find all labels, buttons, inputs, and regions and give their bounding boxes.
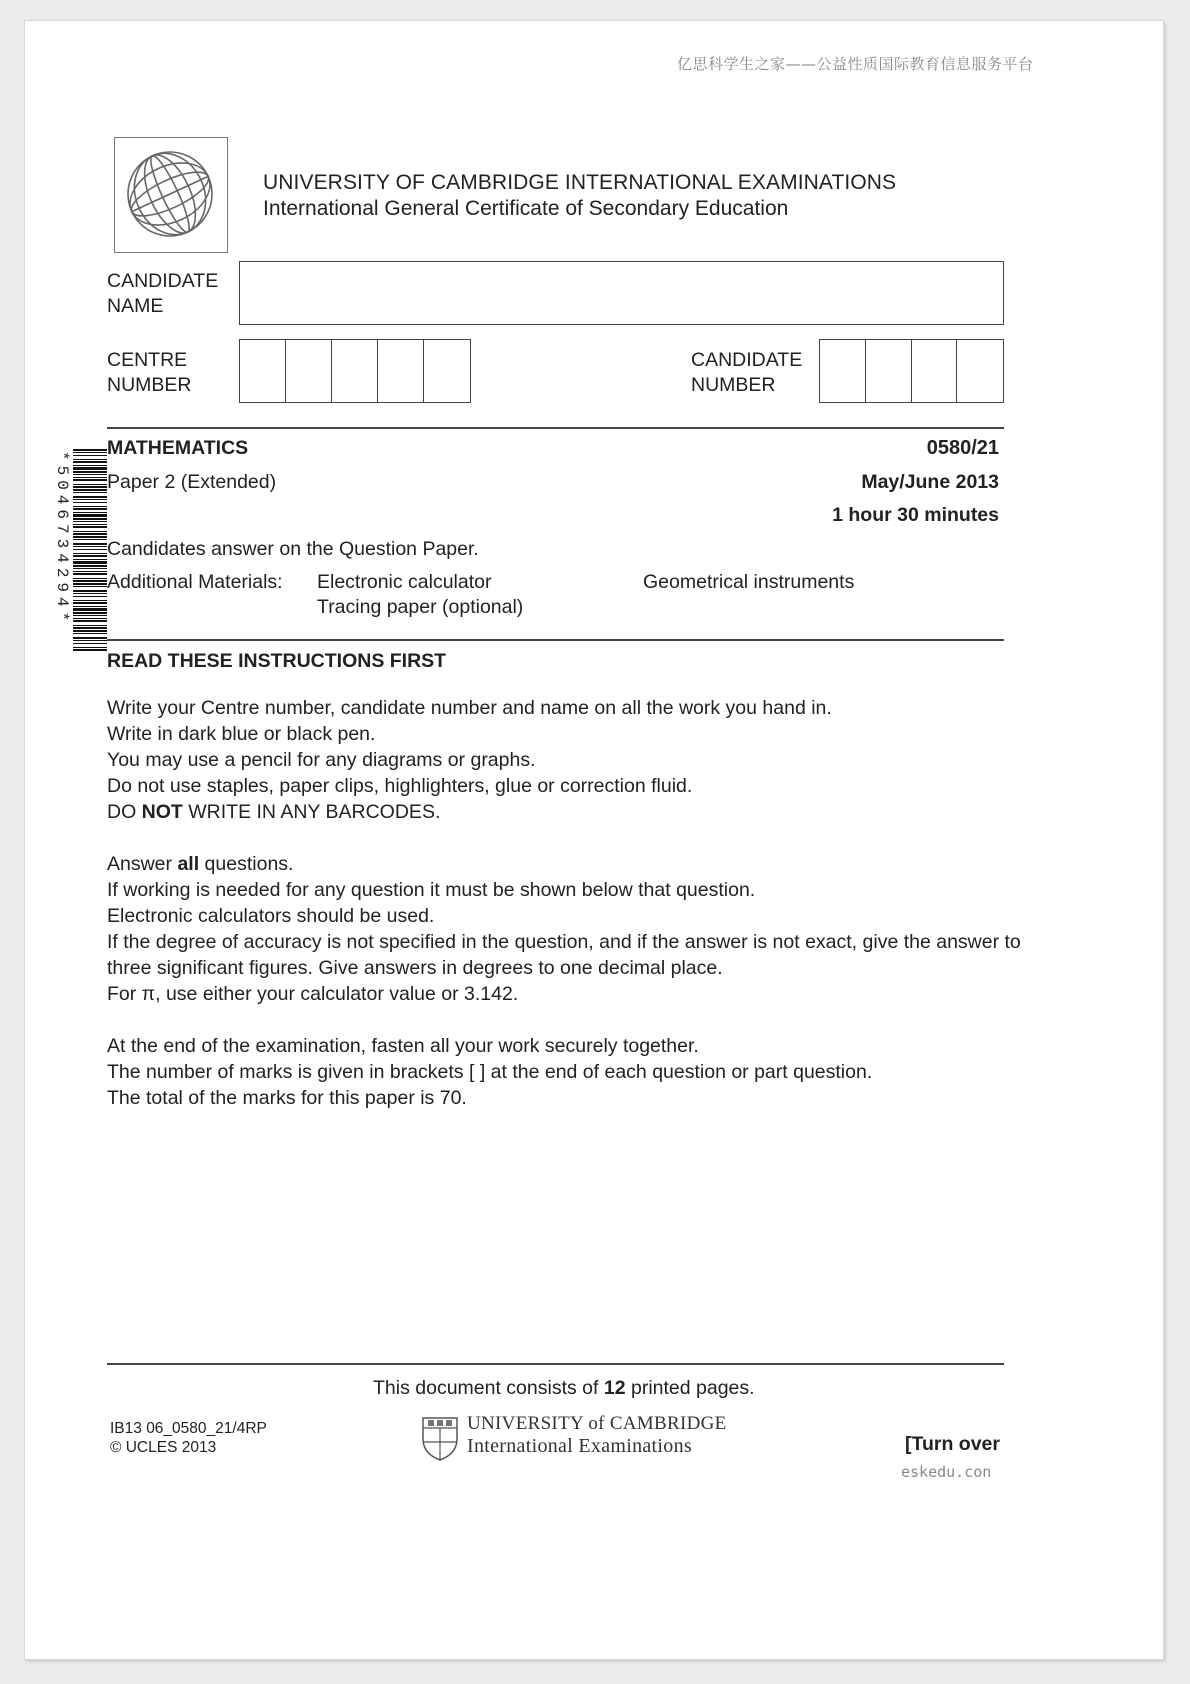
barcode-bar	[73, 531, 107, 532]
instruction-line: Do not use staples, paper clips, highlighters, glue or correction fluid.	[107, 775, 693, 797]
instructions-heading: READ THESE INSTRUCTIONS FIRST	[107, 650, 447, 672]
answer-on-note: Candidates answer on the Question Paper.	[107, 538, 479, 560]
barcode-bar	[73, 608, 107, 611]
barcode-bar	[73, 618, 107, 619]
turn-over: [Turn over	[905, 1433, 1000, 1455]
barcode-bar	[73, 549, 107, 550]
barcode-bar	[73, 502, 107, 503]
candidate-name-field[interactable]	[239, 261, 1004, 325]
barcode-bar	[73, 627, 107, 629]
barcode-bar	[73, 633, 107, 634]
barcode-bar	[73, 580, 107, 582]
instructions-body	[107, 695, 1067, 1111]
subject: MATHEMATICS	[107, 437, 249, 459]
barcode-bar	[73, 536, 107, 538]
barcode-bar	[73, 561, 107, 564]
watermark-top: 亿思科学生之家——公益性质国际教育信息服务平台	[677, 55, 1034, 73]
instruction-line: For π, use either your calculator value or 3.142.	[107, 983, 519, 1005]
barcode-bar	[73, 590, 107, 592]
session: May/June 2013	[861, 471, 999, 493]
barcode-bar	[73, 640, 107, 641]
divider	[107, 639, 1004, 641]
barcode-bar	[73, 630, 107, 632]
barcode-bar	[73, 521, 107, 522]
barcode-bar	[73, 467, 107, 470]
barcode-bar	[73, 489, 107, 491]
barcode-bar	[73, 583, 107, 585]
barcode-bar	[73, 602, 107, 604]
instruction-line: Electronic calculators should be used.	[107, 905, 435, 927]
instruction-line: You may use a pencil for any diagrams or graphs.	[107, 749, 536, 771]
material-item: Geometrical instruments	[643, 571, 855, 593]
cambridge-crest-icon	[420, 1415, 460, 1461]
materials-label: Additional Materials:	[107, 571, 283, 593]
barcode-bar	[73, 620, 107, 622]
barcode-bar	[73, 615, 107, 616]
barcode-bar	[73, 474, 107, 475]
instruction-line: three significant figures. Give answers in degrees to one decimal place.	[107, 957, 723, 979]
barcode-bar	[73, 578, 107, 579]
centre-number-field[interactable]	[239, 339, 471, 403]
exam-cover-page	[24, 20, 1164, 1660]
barcode-bar	[73, 518, 107, 520]
barcode	[73, 449, 107, 651]
barcode-bar	[73, 649, 107, 651]
barcode-bar	[73, 486, 107, 488]
watermark-bottom: eskedu.con	[901, 1463, 992, 1481]
instruction-line: Answer all questions.	[107, 853, 294, 875]
barcode-bar	[73, 477, 107, 478]
paper-code: 0580/21	[926, 437, 999, 459]
barcode-bar	[73, 465, 107, 466]
barcode-bar	[73, 559, 107, 560]
barcode-bar	[73, 471, 107, 473]
centre-number-label: CENTRE NUMBER	[107, 349, 192, 396]
barcode-bar	[73, 526, 107, 528]
globe-logo	[114, 137, 228, 253]
page-count: This document consists of 12 printed pages.	[373, 1377, 755, 1399]
candidate-number-label: CANDIDATE NUMBER	[691, 349, 803, 396]
barcode-bar	[73, 499, 107, 500]
barcode-bar	[73, 565, 107, 567]
barcode-bar	[73, 612, 107, 614]
barcode-bar	[73, 555, 107, 557]
barcode-bar	[73, 524, 107, 525]
cambridge-wordmark-line1: UNIVERSITY of CAMBRIDGE	[467, 1413, 727, 1434]
barcode-bar	[73, 512, 107, 513]
cambridge-wordmark-line2: International Examinations	[467, 1435, 692, 1457]
barcode-bar	[73, 506, 107, 507]
barcode-bar	[73, 459, 107, 460]
barcode-bar	[73, 479, 107, 481]
candidate-name-label: CANDIDATE NAME	[107, 270, 219, 317]
barcode-bar	[73, 533, 107, 535]
instruction-line: Write your Centre number, candidate number and name on all the work you hand in.	[107, 697, 832, 719]
divider	[107, 427, 1004, 429]
barcode-bar	[73, 452, 107, 453]
barcode-bar	[73, 600, 107, 601]
instruction-line: Write in dark blue or black pen.	[107, 723, 376, 745]
paper-title: Paper 2 (Extended)	[107, 471, 277, 493]
barcode-bar	[73, 543, 107, 545]
barcode-bar	[73, 625, 107, 626]
barcode-bar	[73, 647, 107, 648]
barcode-bar	[73, 643, 107, 644]
barcode-bar	[73, 606, 107, 607]
instruction-line: At the end of the examination, fasten all your work securely together.	[107, 1035, 699, 1057]
material-item: Electronic calculator	[317, 571, 492, 593]
barcode-bar	[73, 514, 107, 517]
header-subtitle: International General Certificate of Secondary Education	[263, 197, 789, 220]
barcode-bar	[73, 553, 107, 554]
globe-icon	[115, 138, 226, 251]
barcode-bar	[73, 539, 107, 540]
barcode-bar	[73, 568, 107, 569]
barcode-bar	[73, 492, 107, 493]
document-reference: IB13 06_0580_21/4RP © UCLES 2013	[110, 1420, 267, 1456]
barcode-bar	[73, 586, 107, 587]
barcode-bar	[73, 637, 107, 639]
barcode-bar	[73, 593, 107, 594]
header-title: UNIVERSITY OF CAMBRIDGE INTERNATIONAL EXAMINATIONS	[263, 171, 897, 194]
candidate-number-field[interactable]	[819, 339, 1004, 403]
instruction-line: If the degree of accuracy is not specified in the question, and if the answer is not exact, give the answer to	[107, 931, 1021, 953]
barcode-bar	[73, 596, 107, 597]
instruction-line: DO NOT WRITE IN ANY BARCODES.	[107, 801, 441, 823]
duration: 1 hour 30 minutes	[832, 504, 999, 526]
barcode-bar	[73, 508, 107, 510]
instruction-line: If working is needed for any question it must be shown below that question.	[107, 879, 756, 901]
divider	[107, 1363, 1004, 1365]
barcode-bar	[73, 461, 107, 463]
barcode-bar	[73, 546, 107, 547]
barcode-bar	[73, 484, 107, 485]
instruction-line: The total of the marks for this paper is 70.	[107, 1087, 467, 1109]
barcode-number: *5046734294*	[53, 451, 71, 627]
instruction-line: The number of marks is given in brackets [ ] at the end of each question or part question.	[107, 1061, 873, 1083]
barcode-bar	[73, 449, 107, 451]
barcode-bar	[73, 571, 107, 572]
barcode-bar	[73, 455, 107, 456]
barcode-bar	[73, 496, 107, 498]
barcode-bar	[73, 573, 107, 575]
material-item: Tracing paper (optional)	[317, 596, 524, 618]
